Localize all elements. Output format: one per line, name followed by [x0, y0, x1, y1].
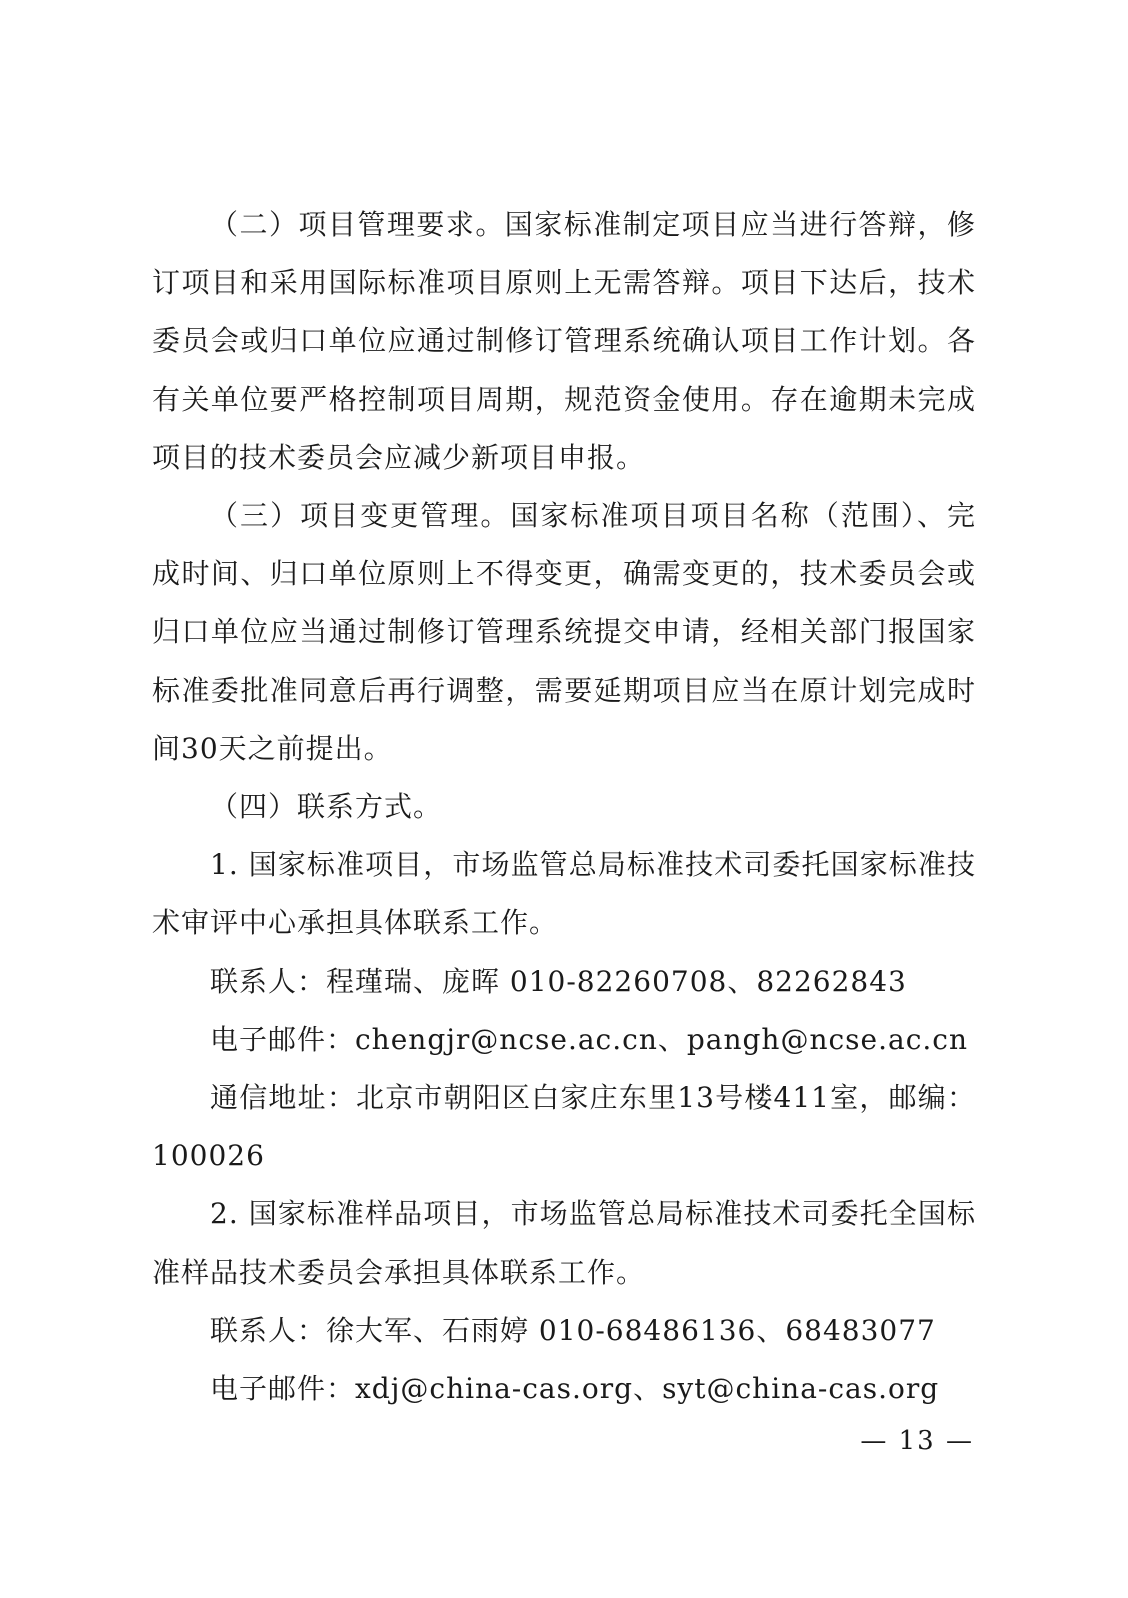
paragraph-project-management: （二）项目管理要求。国家标准制定项目应当进行答辩，修订项目和采用国际标准项目原则上无需答辩。项目下达后，技术委员会或归口单位应通过制修订管理系统确认项目工作计划。各有关单位要严格控制项目周期，规范资金使用。存在逾期未完成项目的技术委员会应减少新项目申报。 [152, 208, 976, 474]
page-number: — 13 — [860, 1426, 974, 1456]
contact-1-address: 通信地址：北京市朝阳区白家庄东里13号楼411室，邮编：100026 [152, 1081, 976, 1173]
contact-1-email: 电子邮件：chengjr@ncse.ac.cn、pangh@ncse.ac.cn [210, 1022, 969, 1056]
paragraph-project-change: （三）项目变更管理。国家标准项目项目名称（范围）、完成时间、归口单位原则上不得变更，确需变更的，技术委员会或归口单位应当通过制修订管理系统提交申请，经相关部门报国家标准委批准同意后再行调整，需要延期项目应当在原计划完成时间30天之前提出。 [152, 499, 976, 765]
contact-1-person: 联系人：程瑾瑞、庞晖 010-82260708、82262843 [210, 964, 907, 998]
contact-2-person: 联系人：徐大军、石雨婷 010-68486136、68483077 [210, 1313, 936, 1347]
contact-2-email: 电子邮件：xdj@china-cas.org、syt@china-cas.org [210, 1372, 940, 1406]
heading-contact: （四）联系方式。 [210, 790, 443, 824]
document-body [152, 196, 976, 1418]
contact-2-description: 2. 国家标准样品项目，市场监管总局标准技术司委托全国标准样品技术委员会承担具体联系工作。 [152, 1197, 976, 1289]
contact-1-description: 1. 国家标准项目，市场监管总局标准技术司委托国家标准技术审评中心承担具体联系工作。 [152, 848, 976, 940]
